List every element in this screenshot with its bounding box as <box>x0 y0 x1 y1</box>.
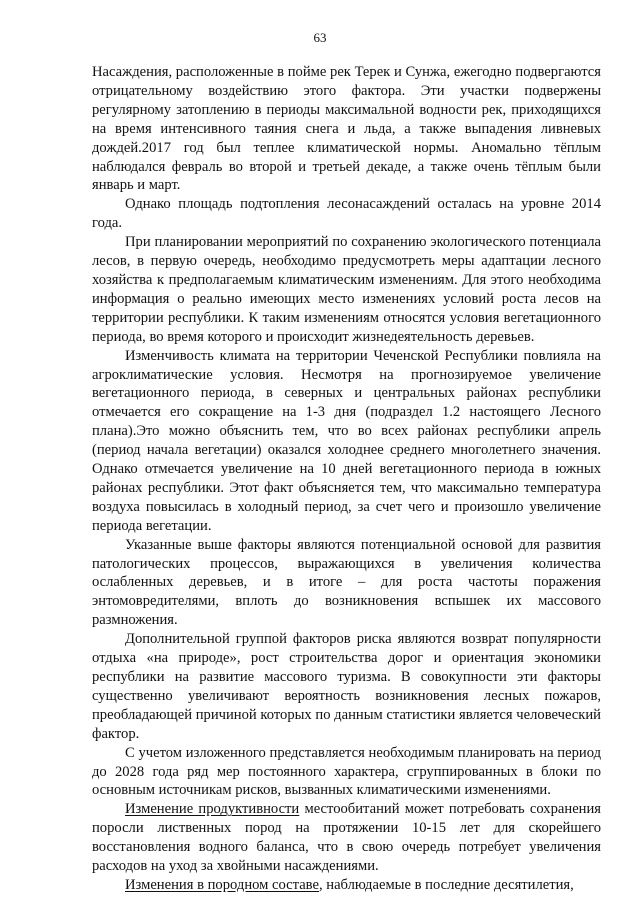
paragraph-1 <box>92 63 601 195</box>
paragraph-6 <box>92 630 601 743</box>
paragraph-text: местообитаний может потребовать сохранения поросли лиственных пород на протяжении 10-15 лет для скорейшего восстановления водного баланса, что в свою очередь потребует увеличения расходов на уход за хвойными насаждениями. <box>92 801 601 875</box>
underlined-term: Изменения в породном составе <box>125 876 319 893</box>
paragraph-text: Указанные выше факторы являются потенциальной основой для развития патологических процессов, выражающихся в увеличения количества ослабленных деревьев, и в итоге – для роста частоты поражения энтомовредителями, вплоть до возникновения вспышек их массового размножения. <box>92 536 601 629</box>
paragraph-4 <box>92 347 601 536</box>
paragraph-text: , наблюдаемые в последние десятилетия, <box>318 876 574 893</box>
paragraph-9 <box>92 876 601 895</box>
paragraph-5 <box>92 536 601 631</box>
paragraph-3 <box>92 233 601 346</box>
underlined-term: Изменение продуктивности <box>125 801 300 818</box>
paragraph-text: Изменчивость климата на территории Чеченской Республики повлияла на агроклиматические условия. Несмотря на прогнозируемое увеличение вегетационного периода, в северных и центральных районах республики отмечается его сокращение на 1-3 дня (подраздел 1.2 настоящего Лесного плана).Это можно объяснить тем, что во всех районах республики апрель (период начала вегетации) оказался холоднее среднего многолетнего значения. Однако отмечается увеличение на 10 дней вегетационного периода в южных районах республики. Этот факт объясняется тем, что максимально температура воздуха повысилась в холодный период, за счет чего и произошло увеличение периода вегетации. <box>92 347 601 534</box>
paragraph-7 <box>92 744 601 801</box>
paragraph-8 <box>92 800 601 876</box>
page-number: 63 <box>313 30 327 45</box>
paragraph-text: Однако площадь подтопления лесонасаждений осталась на уровне 2014 года. <box>92 196 601 232</box>
paragraph-text: Насаждения, расположенные в пойме рек Терек и Сунжа, ежегодно подвергаются отрицательному воздействию этого фактора. Эти участки подвержены регулярному затоплению в периоды максимальной водности рек, приходящихся на время интенсивного таяния снега и льда, а также выпадения ливневых дождей.2017 год был теплее климатической нормы. Аномально тёплым наблюдался февраль во второй и третьей декаде, а также очень тёплым были январь и март. <box>92 64 601 194</box>
text-body <box>92 63 601 895</box>
paragraph-text: Дополнительной группой факторов риска являются возврат популярности отдыха «на природе», рост строительства дорог и ориентация экономики республики на развитие массового туризма. В совокупности эти факторы существенно увеличивают вероятность возникновения лесных пожаров, преобладающей причиной которых по данным статистики является человеческий фактор. <box>92 631 601 742</box>
paragraph-text: При планировании мероприятий по сохранению экологического потенциала лесов, в первую очередь, необходимо предусмотреть меры адаптации лесного хозяйства к предполагаемым климатическим изменениям. Для этого необходима информация о реально имеющих место изменениях условий роста лесов на территории республики. К таким изменениям относятся условия вегетационного периода, во время которого и происходит жизнедеятельность деревьев. <box>92 234 601 345</box>
paragraph-2 <box>92 195 601 233</box>
paragraph-text: С учетом изложенного представляется необходимым планировать на период до 2028 года ряд мер постоянного характера, сгруппированных в блоки по основным источникам рисков, вызванных климатическими изменениями. <box>92 744 601 799</box>
